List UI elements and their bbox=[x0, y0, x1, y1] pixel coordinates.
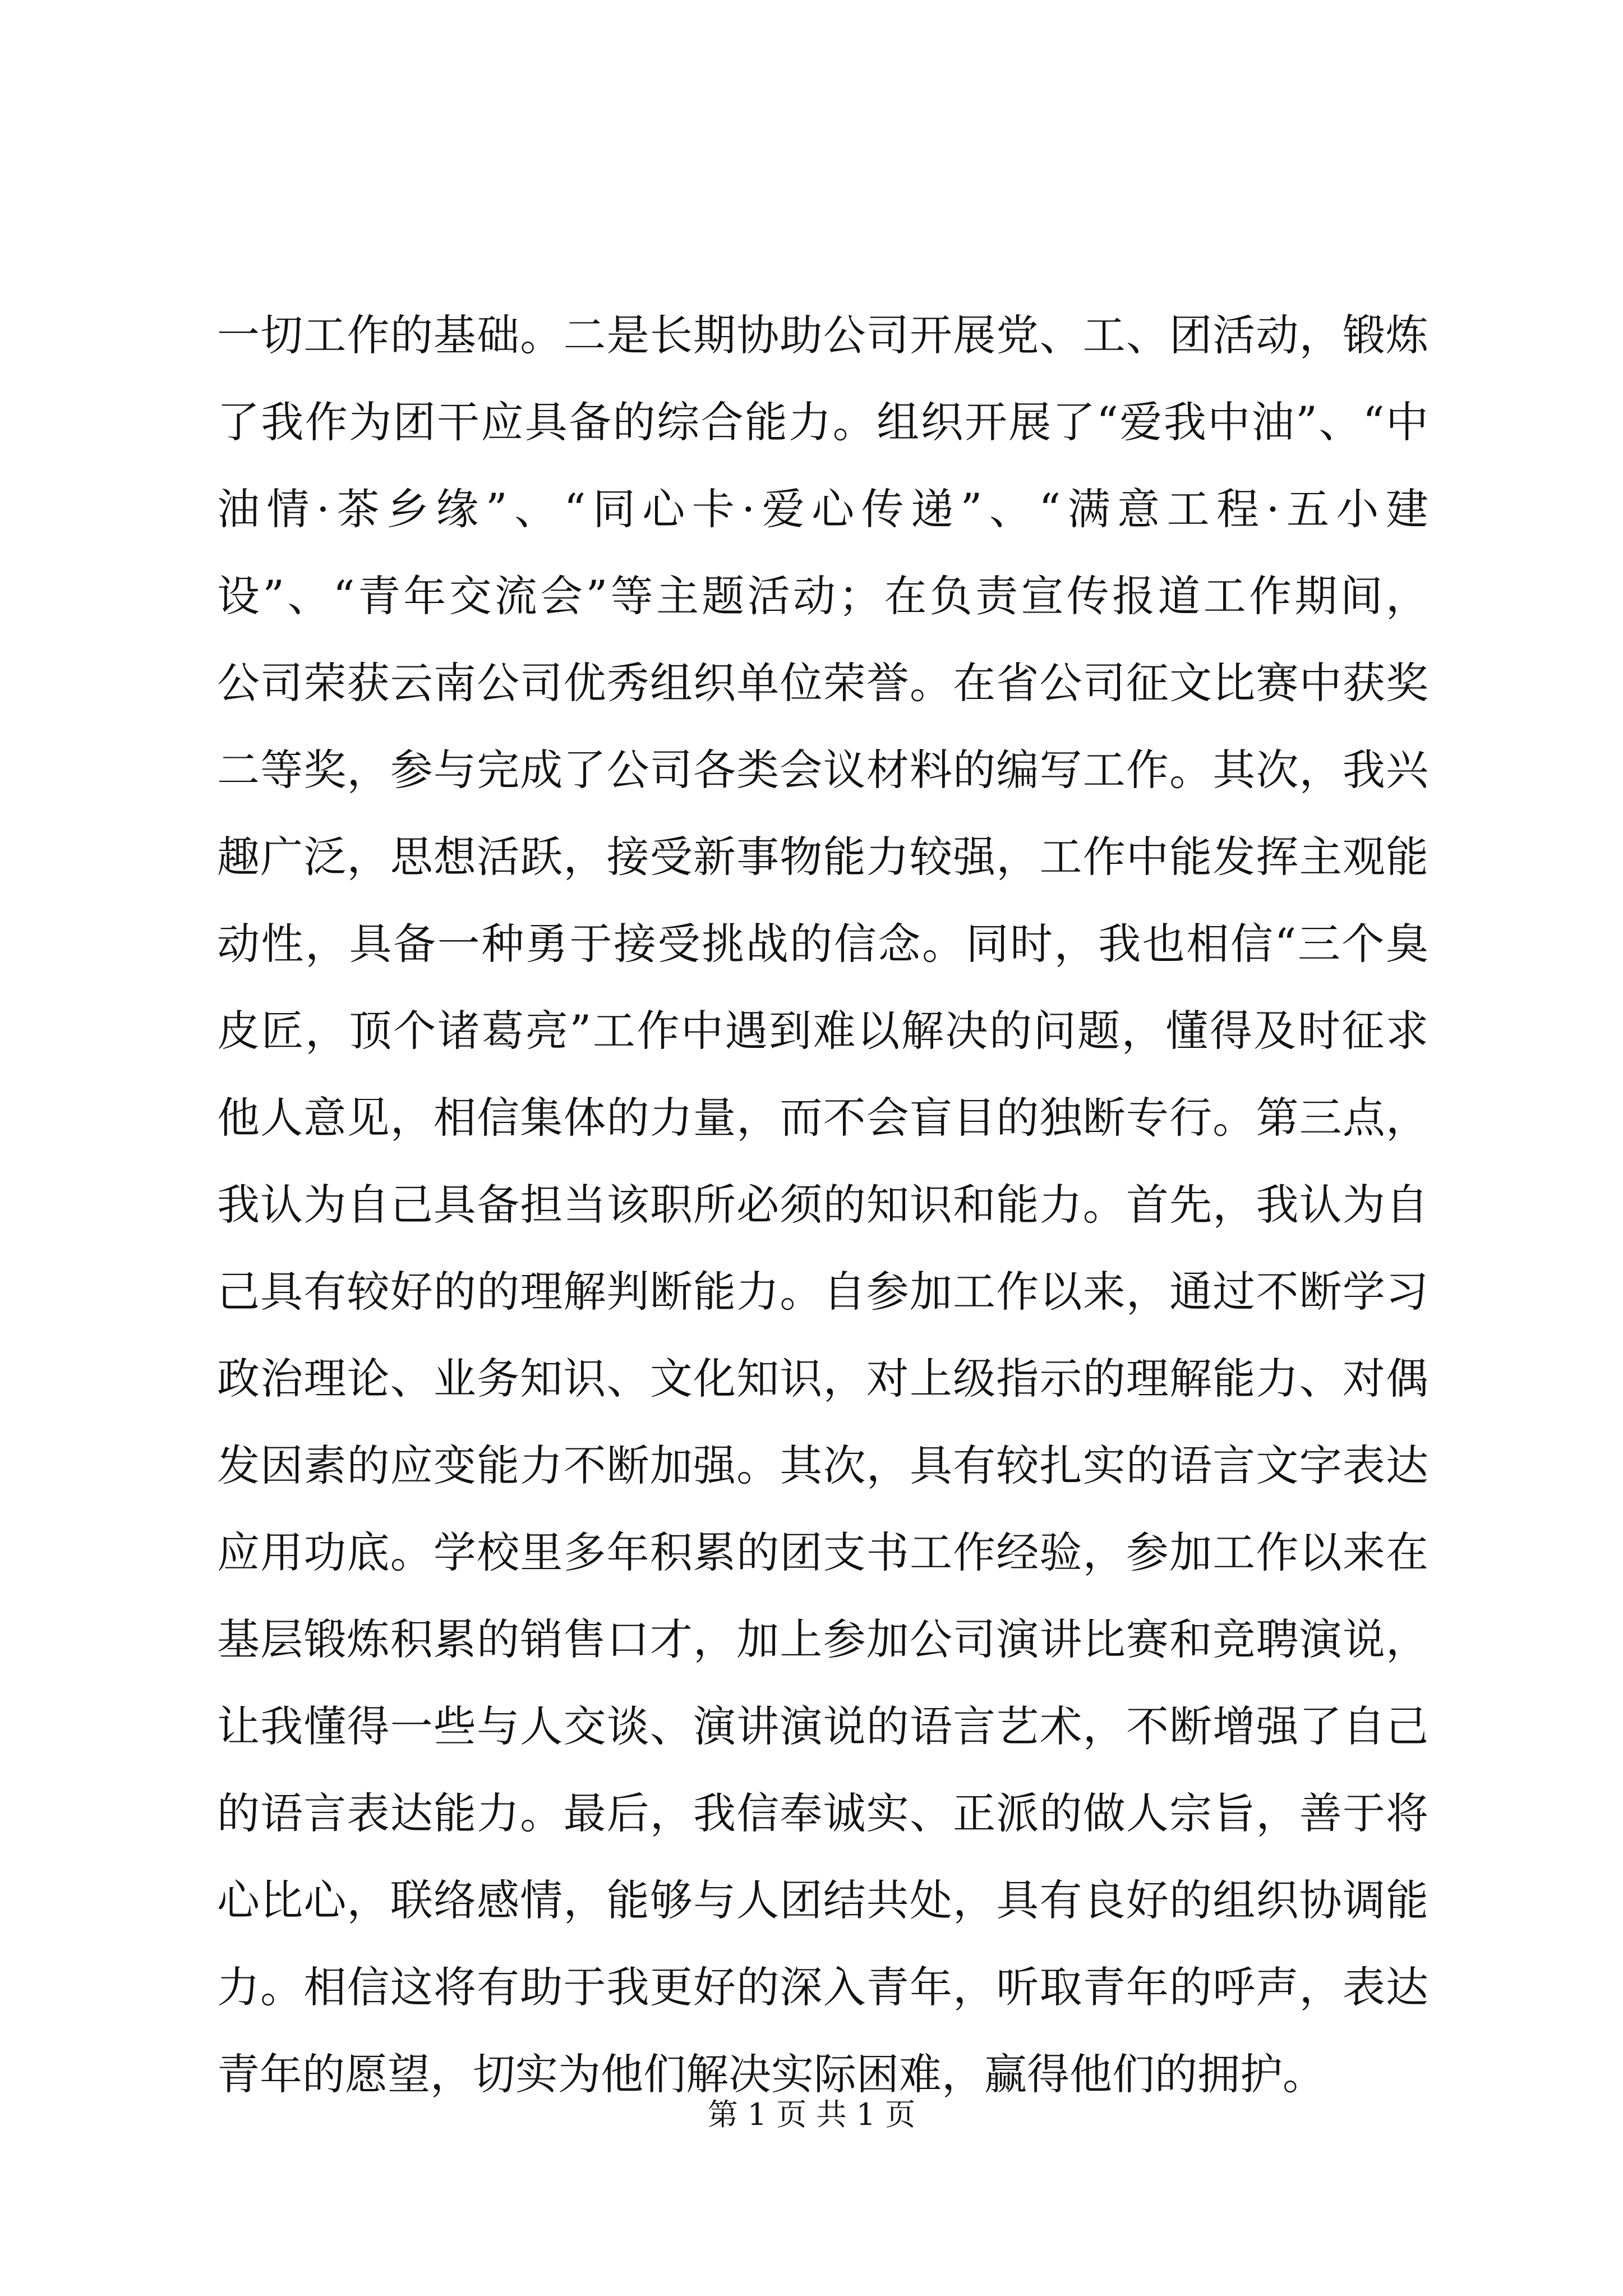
body-text bbox=[217, 292, 1428, 2118]
text-line: 动性，具备一种勇于接受挑战的信念。同时，我也相信“三个臭 bbox=[217, 919, 1428, 969]
text-line: 他人意见，相信集体的力量，而不会盲目的独断专行。第三点， bbox=[217, 1093, 1428, 1143]
text-line: 趣广泛，思想活跃，接受新事物能力较强，工作中能发挥主观能 bbox=[217, 832, 1428, 882]
text-line: 皮匠，顶个诸葛亮”工作中遇到难以解决的问题，懂得及时征求 bbox=[217, 1006, 1428, 1056]
text-line: 公司荣获云南公司优秀组织单位荣誉。在省公司征文比赛中获奖 bbox=[217, 658, 1428, 708]
text-line: 了我作为团干应具备的综合能力。组织开展了“爱我中油”、“中 bbox=[217, 397, 1428, 447]
text-line: 基层锻炼积累的销售口才，加上参加公司演讲比赛和竞聘演说， bbox=[217, 1614, 1428, 1664]
page-number-label: 第 1 页 共 1 页 bbox=[707, 2097, 916, 2132]
text-line: 设”、“青年交流会”等主题活动；在负责宣传报道工作期间， bbox=[217, 571, 1428, 621]
text-line: 己具有较好的的理解判断能力。自参加工作以来，通过不断学习 bbox=[217, 1267, 1428, 1317]
text-line: 发因素的应变能力不断加强。其次，具有较扎实的语言文字表达 bbox=[217, 1441, 1428, 1490]
text-line: 力。相信这将有助于我更好的深入青年，听取青年的呼声，表达 bbox=[217, 1962, 1428, 2012]
text-line: 青年的愿望，切实为他们解决实际困难，赢得他们的拥护。 bbox=[217, 2049, 1325, 2099]
text-line: 政治理论、业务知识、文化知识，对上级指示的理解能力、对偶 bbox=[217, 1354, 1428, 1404]
text-line: 心比心，联络感情，能够与人团结共处，具有良好的组织协调能 bbox=[217, 1875, 1428, 1925]
text-line: 我认为自己具备担当该职所必须的知识和能力。首先，我认为自 bbox=[217, 1180, 1428, 1230]
page-footer bbox=[0, 2092, 1623, 2137]
text-line: 二等奖，参与完成了公司各类会议材料的编写工作。其次，我兴 bbox=[217, 745, 1428, 795]
text-line: 让我懂得一些与人交谈、演讲演说的语言艺术，不断增强了自己 bbox=[217, 1701, 1428, 1751]
text-line: 油情·茶乡缘”、“同心卡·爱心传递”、“满意工程·五小建 bbox=[217, 484, 1428, 534]
text-line: 的语言表达能力。最后，我信奉诚实、正派的做人宗旨，善于将 bbox=[217, 1788, 1428, 1838]
text-line: 应用功底。学校里多年积累的团支书工作经验，参加工作以来在 bbox=[217, 1527, 1428, 1577]
text-line: 一切工作的基础。二是长期协助公司开展党、工、团活动，锻炼 bbox=[217, 310, 1428, 360]
